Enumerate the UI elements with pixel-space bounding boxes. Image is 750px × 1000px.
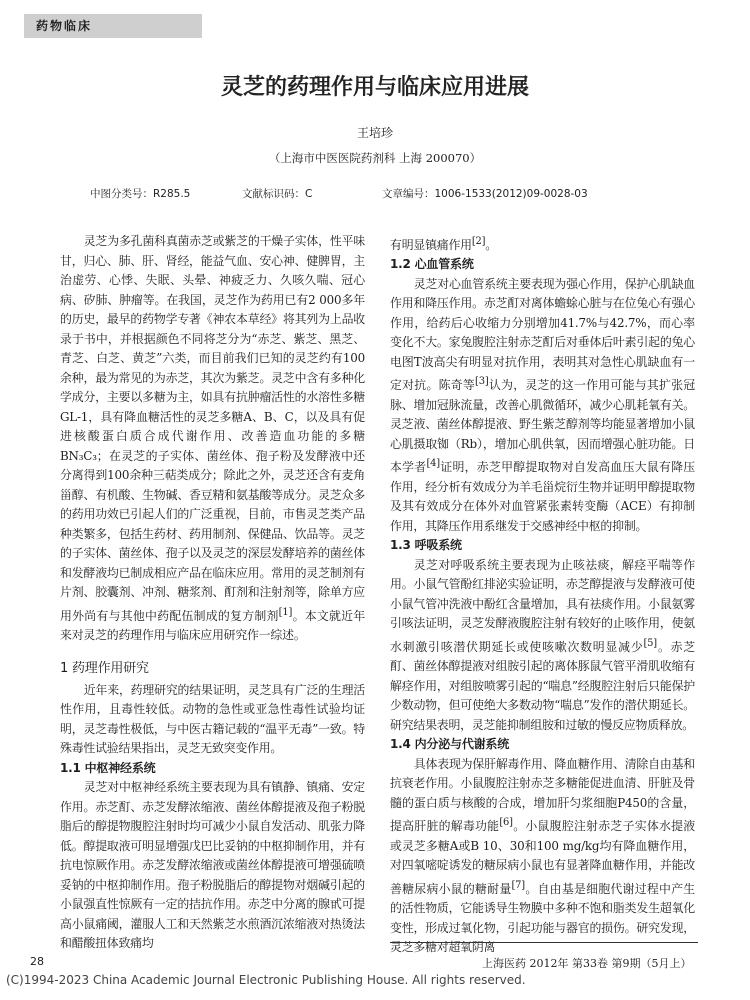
citation: [5] xyxy=(643,637,657,649)
endocrine-paragraph: 具体表现为保肝解毒作用、降血糖作用、清除自由基和抗衰老作用。小鼠腹腔注射赤芝多糖能促进血清、肝脏及骨髓的蛋白质与核酸的合成，增加肝匀浆细胞P450的含量，提高肝脏的解毒功能[6]。小鼠腹腔注射赤芝子实体水提液或灵芝多糖A或B 10、30和100 mg/kg均有降血糖作用，对四氧嘧啶诱发的糖尿病小鼠也有显著降血糖作用，并能改善糖尿病小鼠的糖耐量[7]。自由基是细胞代谢过程中产生的活性物质，它能诱导生物膜中多种不饱和脂类发生超氧化变性，形成过氧化物，引起功能与器官的损伤。研究发现，灵芝多糖对超氧阴离 xyxy=(390,756,695,955)
intro-paragraph: 灵芝为多孔菌科真菌赤芝或紫芝的干燥子实体，性平味甘，归心、肺、肝、肾经，能益气血、安心神、健脾胃，主治虚劳、心悸、失眠、头晕、神疲乏力、久咳久喘、冠心病、矽肺、肿瘤等。在我国，灵芝作为药用已有2 000多年的历史，最早的药物学专著《神农本草经》将其列为上品收录于书中，并根据颜色不同将芝分为“赤芝、紫芝、黑芝、青芝、白芝、黄芝”六类，而目前我们已知的灵芝约有100余种，最为常见的为赤芝，其次为紫芝。灵芝中含有多种化学成分，主要以多糖为主，如具有抗肿瘤活性的水溶性多糖GL-1，具有降血糖活性的灵芝多糖A、B、C，以及具有促进核酸蛋白质合成代谢作用、改善造血功能的多糖BN₃C₃；在灵芝的子实体、菌丝体、孢子粉及发酵液中还分离得到100余种三萜类成分；除此之外，灵芝还含有麦角甾醇、有机酸、生物碱、香豆精和氨基酸等成分。灵芝众多的药用功效已引起人们的广泛重视，目前，市售灵芝类产品种类繁多，包括生药材、药用制剂、保健品、饮品等。灵芝的子实体、菌丝体、孢子以及灵芝的深层发酵培养的菌丝体和发酵液均已制成相应产品在临床应用。常用的灵芝制剂有片剂、胶囊剂、冲剂、糖浆剂、酊剂和注射剂等，除单方应用外尚有与其他中药配伍制成的复方制剂[1]。本文就近年来对灵芝的药理作用与临床应用研究作一综述。 xyxy=(60,234,365,642)
citation: [7] xyxy=(511,879,525,891)
clc-number: 中图分类号：R285.5 xyxy=(90,188,191,200)
respiratory-paragraph: 灵芝对呼吸系统主要表现为止咳祛痰，解痉平喘等作用。小鼠气管酚红排泌实验证明，赤芝醇提液与发酵液可使小鼠气管冲洗液中酚红含量增加，具有祛痰作用。小鼠氨雾引咳法证明，灵芝发酵液腹腔注射有较好的止咳作用，使氨水刺激引咳潜伏期延长或使咳嗽次数明显减少[5]。赤芝酊、菌丝体醇提液对组胺引起的离体豚鼠气管平滑肌收缩有解痉作用，对组胺喷雾引起的“喘息”经腹腔注射后只能保护少数动物，但可使绝大多数动物“喘息”发作的潜伏期延长。研究结果表明，灵芝能抑制组胺和过敏的慢反应物质释放。 xyxy=(390,557,695,732)
footer-rule xyxy=(390,942,698,943)
subsection-heading-1-4: 1.4 内分泌与代谢系统 xyxy=(390,737,510,752)
subsection-heading-1-1: 1.1 中枢神经系统 xyxy=(60,760,156,775)
cns-paragraph-continued: 有明显镇痛作用[2]。 xyxy=(390,236,497,252)
journal-info: 上海医药 2012年 第33卷 第9期（5月上） xyxy=(482,957,692,970)
citation: [3] xyxy=(475,376,489,388)
section-tab: 药物临床 xyxy=(24,14,202,38)
page-number: 28 xyxy=(30,955,44,968)
cns-paragraph: 灵芝对中枢神经系统主要表现为具有镇静、镇痛、安定作用。赤芝酊、赤芝发酵浓缩液、菌丝体醇提液及孢子粉脱脂后的醇提物腹腔注射时均可减少小鼠自发活动、肌张力降低。醇提取液可明显增强戊巴比妥钠的中枢抑制作用，并有抗电惊厥作用。赤芝发酵浓缩液或菌丝体醇提液可增强硫喷妥钠的中枢抑制作用。孢子粉脱脂后的醇提物对烟碱引起的小鼠强直性惊厥有一定的拮抗作用。赤芝中分离的腺甙可提高小鼠痛阈，灌服人工和天然紫芝水煎酒沉浓缩液对热烫法和醋酸扭体致痛均 xyxy=(60,780,365,951)
citation: [1] xyxy=(278,606,293,618)
section-heading-1: 1 药理作用研究 xyxy=(60,661,149,677)
author-affiliation: （上海市中医医院药剂科 上海 200070） xyxy=(268,151,482,165)
citation: [4] xyxy=(426,458,440,470)
copyright-notice: (C)1994-2023 China Academic Journal Electronic Publishing House. All rights reserved. xyxy=(6,973,526,987)
pharmacology-paragraph: 近年来，药理研究的结果证明，灵芝具有广泛的生理活性作用，且毒性较低。动物的急性或亚急性毒性试验均证明，灵芝毒性极低，与中医古籍记载的“温平无毒”一致。特殊毒性试验结果指出，灵芝无致突变作用。 xyxy=(60,682,365,756)
article-meta xyxy=(90,186,650,204)
author-name: 王培珍 xyxy=(356,126,393,140)
subsection-heading-1-3: 1.3 呼吸系统 xyxy=(390,538,462,553)
cardiovascular-paragraph: 灵芝对心血管系统主要表现为强心作用，保护心肌缺血作用和降压作用。赤芝酊对离体蟾蜍心脏与在位兔心有强心作用，给药后心收缩力分别增加41.7%与42.7%，而心率变化不大。家兔腹腔注射赤芝酊后对垂体后叶素引起的兔心电图T波高尖有明显对抗作用，表明其对急性心肌缺血有一定对抗。陈奇等[3]认为，灵芝的这一作用可能与其扩张冠脉、增加冠脉流量，改善心肌微循环，减少心肌耗氧有关。灵芝液、菌丝体醇提液、野生紫芝醇剂等均能显著增加小鼠心肌摄取铷（Rb），增加心肌供氧，因而增强心脏功能。日本学者[4]证明，赤芝甲醇提取物对自发高血压大鼠有降压作用，经分析有效成分为羊毛甾烷衍生物并证明甲醇提取物及其有效成分在体外对血管紧张素转变酶（ACE）有抑制作用，其降压作用系继发于交感神经中枢的抑制。 xyxy=(390,276,695,533)
citation: [6] xyxy=(499,817,513,829)
document-code: 文献标识码：C xyxy=(242,188,313,200)
article-title: 灵芝的药理作用与临床应用进展 xyxy=(220,75,529,100)
subsection-heading-1-2: 1.2 心血管系统 xyxy=(390,257,474,272)
article-number: 文章编号：1006-1533(2012)09-0028-03 xyxy=(382,188,588,200)
citation: [2] xyxy=(471,236,486,247)
right-column xyxy=(390,232,695,958)
left-column xyxy=(60,232,365,954)
